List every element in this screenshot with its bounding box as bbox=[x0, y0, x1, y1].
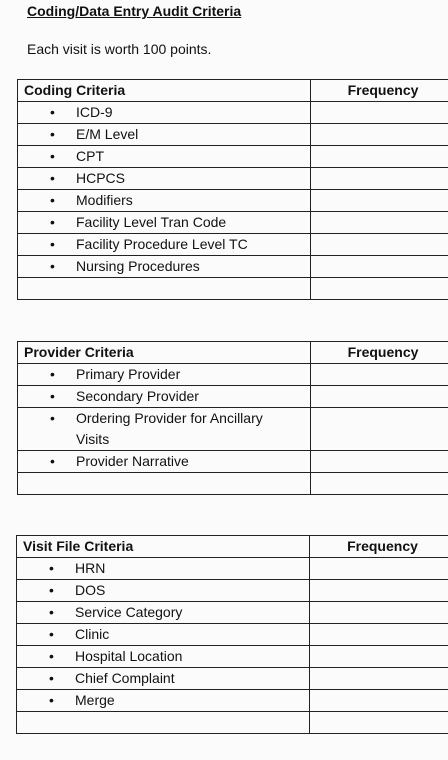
frequency-cell bbox=[311, 234, 448, 256]
visit-file-criteria-header: Visit File Criteria bbox=[17, 536, 310, 558]
criteria-item: Service Category bbox=[75, 604, 183, 620]
frequency-cell bbox=[311, 386, 448, 408]
bullet-icon: • bbox=[50, 148, 55, 164]
table-row bbox=[17, 646, 448, 668]
criteria-item: Primary Provider bbox=[76, 366, 181, 382]
criteria-item: Merge bbox=[75, 692, 115, 708]
table-header-row bbox=[17, 536, 448, 558]
coding-criteria-table bbox=[17, 79, 448, 300]
criteria-item: ICD-9 bbox=[76, 104, 113, 120]
document-title: Coding/Data Entry Audit Criteria bbox=[27, 3, 242, 19]
criteria-item: Facility Level Tran Code bbox=[76, 214, 227, 230]
criteria-item: Modifiers bbox=[76, 192, 133, 208]
table-row bbox=[18, 102, 448, 124]
frequency-cell bbox=[310, 668, 448, 690]
table-row bbox=[18, 451, 448, 473]
frequency-cell bbox=[311, 146, 448, 168]
frequency-cell bbox=[311, 102, 448, 124]
criteria-item: Nursing Procedures bbox=[76, 258, 200, 274]
bullet-icon: • bbox=[50, 366, 55, 382]
table-row bbox=[18, 386, 448, 408]
frequency-cell bbox=[311, 212, 448, 234]
criteria-item: Chief Complaint bbox=[75, 670, 175, 686]
provider-criteria-table bbox=[17, 341, 448, 495]
bullet-icon: • bbox=[50, 104, 55, 120]
bullet-icon: • bbox=[49, 692, 54, 708]
frequency-cell bbox=[311, 190, 448, 212]
bullet-icon: • bbox=[50, 126, 55, 142]
table-row bbox=[18, 168, 448, 190]
table-row bbox=[18, 408, 448, 451]
bullet-icon: • bbox=[50, 388, 55, 404]
coding-criteria-header: Coding Criteria bbox=[18, 80, 311, 102]
frequency-cell bbox=[310, 580, 448, 602]
frequency-header: Frequency bbox=[310, 536, 448, 558]
table-row bbox=[17, 624, 448, 646]
bullet-icon: • bbox=[50, 170, 55, 186]
criteria-item: Ordering Provider for Ancillary Visits bbox=[76, 410, 263, 447]
criteria-item: Clinic bbox=[75, 626, 110, 642]
provider-criteria-header: Provider Criteria bbox=[18, 342, 311, 364]
bullet-icon: • bbox=[50, 192, 55, 208]
empty-row bbox=[18, 278, 448, 300]
criteria-item: Hospital Location bbox=[75, 648, 183, 664]
empty-row bbox=[18, 473, 448, 495]
frequency-cell bbox=[310, 624, 448, 646]
frequency-header: Frequency bbox=[311, 342, 448, 364]
frequency-cell bbox=[310, 602, 448, 624]
table-row bbox=[17, 580, 448, 602]
criteria-item: Facility Procedure Level TC bbox=[76, 236, 248, 252]
table-header-row bbox=[18, 342, 448, 364]
bullet-icon: • bbox=[49, 670, 54, 686]
table-row bbox=[18, 364, 448, 386]
frequency-cell bbox=[310, 646, 448, 668]
frequency-cell bbox=[311, 451, 448, 473]
criteria-item: HCPCS bbox=[76, 170, 126, 186]
table-row bbox=[18, 146, 448, 168]
criteria-item: HRN bbox=[75, 560, 106, 576]
table-row bbox=[17, 602, 448, 624]
bullet-icon: • bbox=[49, 560, 54, 576]
frequency-cell bbox=[311, 408, 448, 451]
bullet-icon: • bbox=[50, 214, 55, 230]
intro-text: Each visit is worth 100 points. bbox=[27, 41, 212, 57]
frequency-cell bbox=[310, 690, 448, 712]
frequency-cell bbox=[311, 124, 448, 146]
table-row bbox=[18, 124, 448, 146]
frequency-cell bbox=[311, 364, 448, 386]
bullet-icon: • bbox=[49, 604, 54, 620]
criteria-item: CPT bbox=[76, 148, 104, 164]
empty-row bbox=[17, 712, 448, 734]
table-row bbox=[17, 668, 448, 690]
criteria-item: DOS bbox=[75, 582, 106, 598]
table-row bbox=[17, 558, 448, 580]
bullet-icon: • bbox=[50, 258, 55, 274]
bullet-icon: • bbox=[49, 626, 54, 642]
table-row bbox=[18, 234, 448, 256]
frequency-cell bbox=[311, 256, 448, 278]
table-header-row bbox=[18, 80, 448, 102]
criteria-item: Provider Narrative bbox=[76, 453, 189, 469]
table-row bbox=[18, 190, 448, 212]
bullet-icon: • bbox=[49, 582, 54, 598]
bullet-icon: • bbox=[50, 236, 55, 252]
frequency-cell bbox=[311, 168, 448, 190]
table-row bbox=[18, 256, 448, 278]
criteria-item: Secondary Provider bbox=[76, 388, 199, 404]
bullet-icon: • bbox=[49, 648, 54, 664]
visit-file-criteria-table bbox=[16, 535, 448, 734]
frequency-header: Frequency bbox=[311, 80, 448, 102]
frequency-cell bbox=[310, 558, 448, 580]
table-row bbox=[17, 690, 448, 712]
bullet-icon: • bbox=[50, 453, 55, 469]
criteria-item: E/M Level bbox=[76, 126, 139, 142]
table-row bbox=[18, 212, 448, 234]
bullet-icon: • bbox=[50, 410, 55, 426]
